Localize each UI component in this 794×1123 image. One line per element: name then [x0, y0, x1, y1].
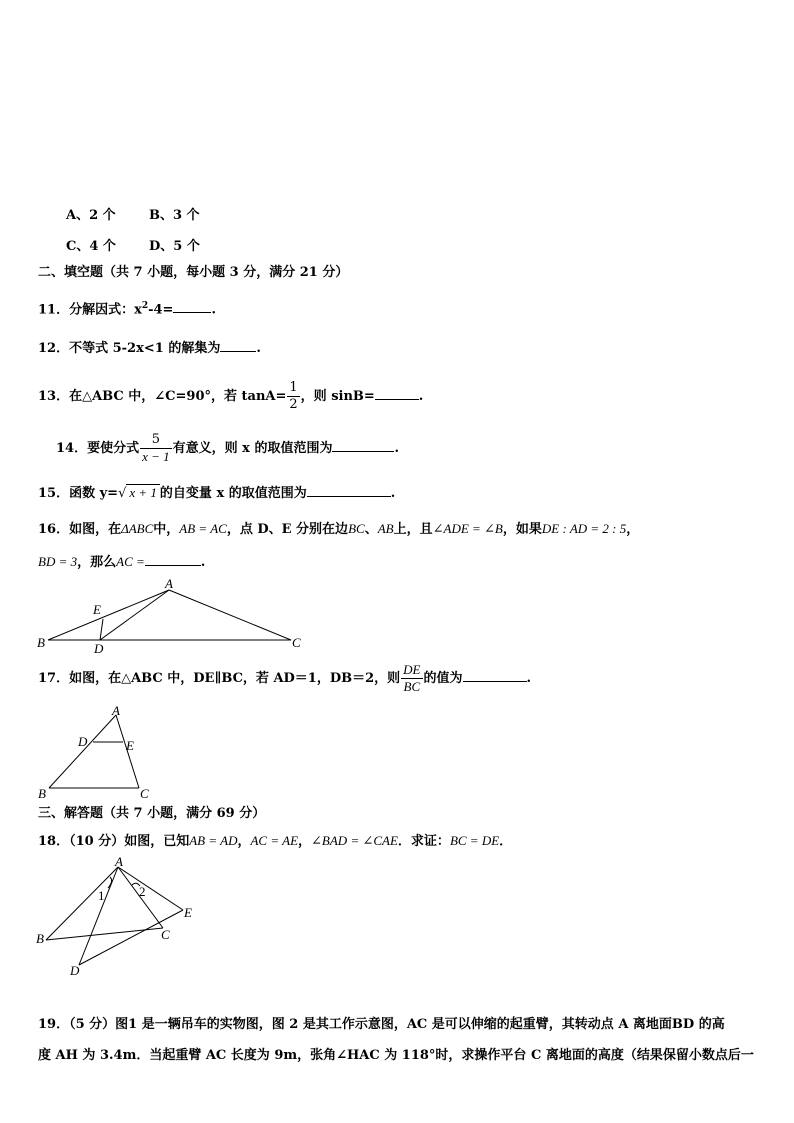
segment-ad	[100, 590, 169, 640]
question-15: 15．函数 y=√ x + 1 的自变量 x 的取值范围为 .	[38, 485, 396, 501]
label-b: B	[38, 786, 46, 801]
label-c: C	[161, 927, 170, 942]
label-a: A	[112, 703, 120, 718]
label-c: C	[140, 786, 149, 801]
question-12: 12．不等式 5-2x<1 的解集为 .	[38, 341, 261, 356]
fraction: $\frac{5}{x - 1}$	[142, 432, 170, 464]
question-16-line-1: 16．如图，在ΔABC中，AB = AC，点 D、E 分别在边BC、AB上，且∠ADE = ∠B，如果DE : AD = 2 : 5，	[38, 521, 640, 537]
answer-blank	[463, 669, 527, 682]
answer-blank	[173, 300, 211, 313]
segment-de	[100, 619, 103, 640]
question-17: 17．如图，在△ABC 中，DE∥BC，若 AD＝1，DB＝2，则 $\frac{DE}{BC}$ 的值为 .	[38, 662, 532, 694]
label-d: D	[94, 641, 104, 656]
segment-ab	[49, 715, 116, 788]
question-11: 11．分解因式：$x^2-4=$ .	[38, 301, 216, 318]
q10-option-a: A、2 个	[66, 208, 116, 223]
question-19-line-1: 19．（5 分）图1 是一辆吊车的实物图，图 2 是其工作示意图，AC 是可以伸缩的起重臂，其转动点 A 离地面BD 的高	[38, 1017, 725, 1032]
label-d: D	[78, 734, 88, 749]
q18-figure	[36, 855, 206, 980]
q10-option-c: C、4 个	[66, 239, 116, 254]
fraction: $\frac{DE}{BC}$	[403, 662, 421, 694]
question-14: 14．要使分式 $\frac{5}{x - 1}$ 有意义，则 x 的取值范围为 .	[56, 432, 399, 464]
q10-option-b: B、3 个	[149, 208, 200, 223]
question-19-line-2: 度 AH 为 3.4m．当起重臂 AC 长度为 9m，张角∠HAC 为 118°时，求操作平台 C 离地面的高度（结果保留小数点后一	[38, 1048, 754, 1063]
label-d: D	[70, 963, 80, 978]
segment-ba	[48, 590, 169, 640]
label-e: E	[184, 905, 192, 920]
question-16-line-2: BD = 3，那么AC = .	[38, 554, 206, 570]
label-e: E	[93, 602, 101, 617]
label-b: B	[37, 635, 45, 650]
segment-ad	[79, 867, 118, 965]
question-13: 13．在△ABC 中，∠C=90°，若 tanA= $\frac{1}{2}$ ，则 sinB= .	[38, 380, 424, 412]
question-18: 18．（10 分）如图，已知AB = AD，AC = AE，∠BAD = ∠CAE．求证：BC = DE．	[38, 833, 513, 849]
section-heading-fill-in: 二、填空题（共 7 小题，每小题 3 分，满分 21 分）	[38, 265, 349, 280]
square-root: √ x + 1	[118, 485, 160, 502]
q17-figure	[36, 702, 166, 802]
segment-ae	[118, 867, 183, 910]
answer-blank	[375, 387, 419, 400]
label-c: C	[292, 635, 301, 650]
angle-label-2: 2	[139, 884, 146, 899]
q16-figure	[36, 574, 336, 654]
answer-blank	[332, 439, 394, 452]
label-e: E	[126, 738, 134, 753]
label-a: A	[165, 576, 173, 591]
label-a: A	[115, 854, 123, 869]
q10-option-d: D、5 个	[149, 239, 200, 254]
angle-label-1: 1	[98, 888, 105, 903]
angle-1-arc	[108, 877, 112, 888]
answer-blank	[220, 339, 256, 352]
fraction: $\frac{1}{2}$	[289, 380, 298, 412]
section-heading-solutions: 三、解答题（共 7 小题，满分 69 分）	[38, 806, 266, 821]
segment-ac	[169, 590, 291, 640]
answer-blank	[145, 553, 201, 566]
answer-blank	[307, 484, 391, 497]
label-b: B	[36, 931, 44, 946]
segment-ab	[46, 867, 118, 940]
